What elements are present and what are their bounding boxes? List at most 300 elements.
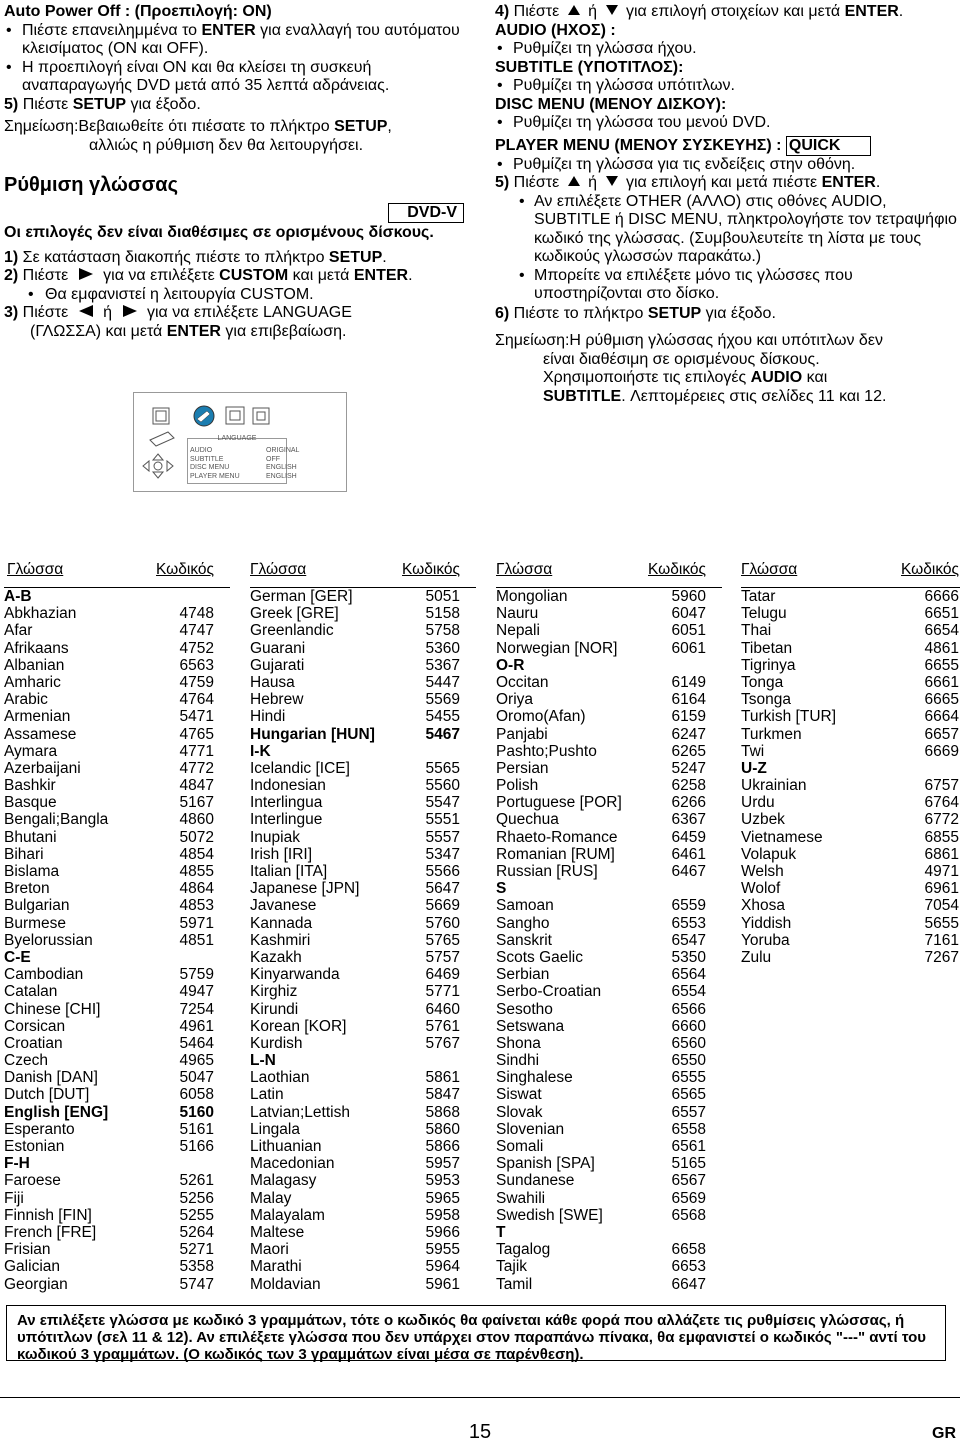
language-name: Singhalese [496,1069,573,1087]
table-row [250,1018,476,1035]
language-code-value: 6764 [924,794,959,812]
language-name: Aymara [4,742,58,760]
language-code-value: 6961 [924,880,959,898]
language-code-value: 4965 [179,1052,214,1070]
table-row [4,1190,230,1207]
language-code-value: 6855 [924,828,959,846]
language-name: C-E [4,948,31,966]
language-name: French [FRE] [4,1223,97,1241]
language-code-value: 6061 [671,639,706,657]
table-row [4,657,230,674]
language-name: O-R [496,656,525,674]
language-name: Georgian [4,1275,68,1293]
language-code-value: 4747 [179,622,214,640]
language-code-value: 6559 [671,897,706,915]
language-code-value: 5971 [179,914,214,932]
language-code-value: 5961 [425,1275,460,1293]
language-name: Arabic [4,691,48,709]
language-name: Kinyarwanda [250,966,340,984]
language-name: Panjabi [496,725,548,743]
table-row [250,760,476,777]
language-name: Somali [496,1138,544,1155]
language-name: Greenlandic [250,622,334,640]
table-row [4,966,230,983]
language-name: Laothian [250,1069,310,1087]
language-code-value: 6247 [671,725,706,743]
language-name: L-N [250,1052,276,1070]
language-code-value: 7054 [924,897,959,915]
language-name: Estonian [4,1138,65,1155]
language-code-value: 6554 [671,983,706,1001]
language-name: Setswana [496,1017,565,1035]
language-code-value: 4771 [179,742,214,760]
language-name: English [ENG] [4,1103,109,1121]
language-name: Abkhazian [4,605,77,623]
table-row [4,846,230,863]
table-section-header [496,880,722,897]
language-code-value: 5360 [425,639,460,657]
table-row [250,966,476,983]
audio-desc: • Ρυθμίζει τη γλώσσα ήχου. [495,40,957,59]
language-name: Xhosa [741,897,785,915]
language-code-value: 6564 [671,966,706,984]
language-code-value: 5964 [425,1258,460,1276]
table-row [250,1172,476,1189]
language-code-value: 6058 [179,1086,214,1104]
language-code-value: 4853 [179,897,214,915]
language-code-value: 6555 [671,1069,706,1087]
language-name: Dutch [DUT] [4,1086,90,1104]
language-code-value: 5264 [179,1223,214,1241]
language-code-value: 5868 [425,1103,460,1121]
language-name: Maori [250,1241,289,1259]
table-row [4,811,230,828]
table-row [741,829,960,846]
language-code-value: 5467 [425,725,460,743]
table-row [250,1121,476,1138]
language-name: Bengali;Bangla [4,811,109,829]
table-row [250,622,476,639]
language-name: Oriya [496,691,534,709]
table-row [250,880,476,897]
language-name: Oromo(Afan) [496,708,586,726]
table-row [741,674,960,691]
language-name: Swedish [SWE] [496,1206,603,1224]
language-name: Serbo-Croatian [496,983,602,1001]
language-code-value: 4851 [179,931,214,949]
language-name: Inupiak [250,828,300,846]
language-name: Indonesian [250,777,326,795]
language-name: Mongolian [496,588,568,605]
table-row [4,1086,230,1103]
table-row [250,983,476,1000]
language-code-value: 5047 [179,1069,214,1087]
table-row [4,1069,230,1086]
table-row [4,1121,230,1138]
language-name: Faroese [4,1172,61,1190]
table-row [496,794,722,811]
language-code-value: 5767 [425,1034,460,1052]
language-name: Marathi [250,1258,302,1276]
language-code-value: 5271 [179,1241,214,1259]
table-row [250,691,476,708]
language-name: Tatar [741,588,776,605]
language-code: GR [932,1425,956,1442]
language-code-value: 4855 [179,863,214,880]
language-code-value: 6469 [425,966,460,984]
language-name: Bashkir [4,777,56,795]
language-name: Moldavian [250,1275,321,1293]
table-row [250,708,476,725]
language-name: Sundanese [496,1172,575,1190]
table-header [4,560,230,588]
table-section-header [4,1155,230,1172]
language-code-value: 6757 [924,777,959,795]
language-code-value: 6568 [671,1206,706,1224]
step-2: 2) Πιέστε για να επιλέξετε CUSTOM και μετά ENTER. [4,267,413,284]
language-name: Kirundi [250,1000,299,1018]
language-name: Latin [250,1086,284,1104]
language-code-value: 5860 [425,1120,460,1138]
step-4: 4) Πιέστε ή για επιλογή στοιχείων και μετά ENTER. [495,3,904,20]
language-code-value: 5847 [425,1086,460,1104]
language-code-value: 6467 [671,863,706,880]
language-code-value: 5261 [179,1172,214,1190]
language-name: Polish [496,777,539,795]
language-name: Fiji [4,1189,24,1207]
note-audio-subtitle-line2: είναι διαθέσιμη σε ορισμένους δίσκους. [543,350,820,368]
language-name: Tsonga [741,691,791,709]
language-name: Kannada [250,914,313,932]
table-row [496,863,722,880]
language-code-value: 6654 [924,622,959,640]
language-name: Persian [496,759,549,777]
up-arrow-icon [568,176,580,186]
language-name: S [496,880,507,898]
language-name: Catalan [4,983,58,1001]
column-header-code: Κωδικός [901,561,959,578]
table-section-header [4,588,230,605]
language-code-value: 6657 [924,725,959,743]
quick-tag: QUICK [786,136,872,156]
table-row [741,811,960,828]
language-menu-illustration [133,392,347,492]
language-code-value: 5256 [179,1189,214,1207]
table-row [741,932,960,949]
language-name: Spanish [SPA] [496,1155,595,1173]
note-setup-line2: αλλιώς η ρύθμιση δεν θα λειτουργήσει. [89,136,364,154]
table-row [4,1224,230,1241]
language-name: Swahili [496,1189,546,1207]
table-row [4,605,230,622]
table-row [4,1104,230,1121]
language-code-value: 6647 [671,1275,706,1293]
language-code-value: 5547 [425,794,460,812]
language-code-value: 6149 [671,673,706,691]
language-code-value: 5247 [671,759,706,777]
table-row [4,1172,230,1189]
table-row [250,811,476,828]
language-name: Serbian [496,966,550,984]
table-header [741,560,960,588]
down-arrow-icon [606,5,618,15]
table-row [250,829,476,846]
table-row [4,983,230,1000]
language-code-value: 6660 [671,1017,706,1035]
table-row [4,1001,230,1018]
table-row [250,1104,476,1121]
table-row [741,897,960,914]
language-code-value: 4847 [179,777,214,795]
language-code-value: 5955 [425,1241,460,1259]
language-code-value: 4861 [924,639,959,657]
language-code-value: 6553 [671,914,706,932]
table-row [250,1241,476,1258]
language-code-value: 5966 [425,1223,460,1241]
table-row [250,1001,476,1018]
language-table-column-3 [496,560,722,1293]
right-column [495,3,957,406]
table-row [741,622,960,639]
language-name: Turkish [TUR] [741,708,837,726]
table-row [4,880,230,897]
language-code-value: 5866 [425,1138,460,1155]
table-row [250,726,476,743]
menu-value: ENGLISH [266,464,297,471]
table-row [496,1172,722,1189]
language-name: Scots Gaelic [496,948,584,966]
right-arrow-icon [79,268,93,280]
menu-value: OFF [266,455,280,463]
language-code-value: 4961 [179,1017,214,1035]
step-5: 5) Πιέστε ή για επιλογή και μετά πιέστε ENTER. [495,174,881,191]
language-name: Latvian;Lettish [250,1103,350,1121]
table-section-header [4,949,230,966]
language-name: Finnish [FIN] [4,1206,92,1224]
language-table-column-2 [250,560,476,1293]
language-code-value: 4772 [179,759,214,777]
table-row [496,1086,722,1103]
table-header [250,560,476,588]
down-arrow-icon [606,176,618,186]
table-row [496,846,722,863]
language-name: Bulgarian [4,897,70,915]
language-code-value: 5367 [425,656,460,674]
language-code-value: 5747 [179,1275,214,1293]
language-name: Turkmen [741,725,802,743]
language-name: Maltese [250,1223,305,1241]
section-heading: Ρύθμιση γλώσσας [4,174,178,196]
language-code-value: 5953 [425,1172,460,1190]
language-name: Hungarian [HUN] [250,725,375,743]
language-name: Javanese [250,897,317,915]
language-name: Urdu [741,794,775,812]
language-name: T [496,1223,506,1241]
menu-label: PLAYER MENU [190,472,240,480]
table-row [4,1207,230,1224]
language-code-value: 6461 [671,845,706,863]
table-row [250,794,476,811]
language-code-value: 5347 [425,845,460,863]
language-code-value: 6664 [924,708,959,726]
language-code-value: 5464 [179,1034,214,1052]
menu-value: ORIGINAL [266,447,300,454]
table-row [4,777,230,794]
table-row [496,949,722,966]
auto-power-title: Auto Power Off : (Προεπιλογή: ON) [4,3,272,20]
table-row [250,1258,476,1275]
table-row [496,932,722,949]
step-5-bullet-1: • Αν επιλέξετε OTHER (ΑΛΛΟ) στις οθόνες AUDIO, SUBTITLE ή DISC MENU, πληκτρολογήστε τον τετραψήφιο κωδικό της γλώσσας. (Συμβουλευτείτε τη λίστα με τους κωδικούς γλωσσών παρακάτω.) [495,193,957,267]
language-name: Macedonian [250,1155,335,1173]
language-code-value: 6569 [671,1189,706,1207]
note-audio-subtitle-line4: SUBTITLE. Λεπτομέρειες στις σελίδες 11 και 12. [543,387,887,405]
table-row [496,1138,722,1155]
table-row [496,1258,722,1275]
table-row [741,588,960,605]
language-code-value: 6772 [924,811,959,829]
step-5-exit: 5) Πιέστε SETUP για έξοδο. [4,95,201,113]
language-table-column-4 [741,560,960,966]
table-row [250,915,476,932]
page-number: 15 [468,1421,492,1443]
table-row [250,949,476,966]
language-code-value: 5569 [425,691,460,709]
table-row [250,1190,476,1207]
language-name: Norwegian [NOR] [496,639,618,657]
language-code-value: 6653 [671,1258,706,1276]
language-code-value: 6557 [671,1103,706,1121]
language-name: Italian [ITA] [250,863,328,880]
language-code-value: 5471 [179,708,214,726]
language-name: Tigrinya [741,656,796,674]
language-name: Wolof [741,880,781,898]
table-row [496,691,722,708]
table-row [496,983,722,1000]
language-name: Lingala [250,1120,300,1138]
right-arrow-icon [123,305,137,317]
column-header-code: Κωδικός [648,561,706,578]
table-row [250,1276,476,1293]
language-code-value: 5557 [425,828,460,846]
language-name: Guarani [250,639,306,657]
table-row [496,726,722,743]
table-row [496,966,722,983]
table-row [4,1035,230,1052]
table-row [496,622,722,639]
note-audio-subtitle: Σημείωση:Η ρύθμιση γλώσσας ήχου και υπότιτλων δεν [495,332,883,349]
table-row [4,863,230,880]
language-code-value: 5447 [425,673,460,691]
table-row [250,674,476,691]
language-name: Malagasy [250,1172,317,1190]
table-row [496,605,722,622]
language-name: Assamese [4,725,77,743]
table-row [496,1001,722,1018]
player-menu-title: PLAYER MENU (ΜΕΝΟΥ ΣΥΣΚΕΥΗΣ) : QUICK [495,136,957,156]
note-setup: Σημείωση:Βεβαιωθείτε ότι πιέσατε το πλήκτρο SETUP, [4,118,392,135]
language-code-value: 4854 [179,845,214,863]
language-code-value: 6047 [671,605,706,623]
language-code-value: 5655 [924,914,959,932]
table-row [250,863,476,880]
language-name: Afrikaans [4,639,69,657]
table-row [741,794,960,811]
note-audio-subtitle-line3: Χρησιμοποιήστε τις επιλογές AUDIO και [543,369,828,386]
language-code-value: 5565 [425,759,460,777]
table-row [741,708,960,725]
language-code-value: 5765 [425,931,460,949]
language-code-value: 4752 [179,639,214,657]
language-code-value: 4947 [179,983,214,1001]
language-name: Kazakh [250,948,302,966]
table-row [741,743,960,760]
language-name: Sangho [496,914,550,932]
language-name: Samoan [496,897,554,915]
table-row [250,932,476,949]
language-name: Tibetan [741,639,793,657]
table-row [250,1224,476,1241]
language-code-value: 5160 [179,1103,214,1121]
language-name: Amharic [4,673,61,691]
language-code-value: 5757 [425,948,460,966]
language-code-value: 5965 [425,1189,460,1207]
language-code-value: 6669 [924,742,959,760]
language-code-value: 6565 [671,1086,706,1104]
table-row [741,846,960,863]
language-code-value: 6547 [671,931,706,949]
language-name: Occitan [496,673,549,691]
subtitle-title: SUBTITLE (ΥΠΟΤΙΤΛΟΣ): [495,58,684,76]
language-name: Greek [GRE] [250,605,339,623]
table-row [496,897,722,914]
language-code-value: 6558 [671,1120,706,1138]
column-header-language: Γλώσσα [250,561,307,578]
availability-note: Οι επιλογές δεν είναι διαθέσιμες σε ορισμένους δίσκους. [4,224,434,241]
language-code-value: 7267 [924,948,959,966]
table-row [4,1276,230,1293]
language-code-value: 6459 [671,828,706,846]
language-code-value: 6265 [671,742,706,760]
language-name: Irish [IRI] [250,845,313,863]
auto-power-bullet-1: • Πιέστε επανειλημμένα το ENTER για εναλλαγή του αυτόματου κλεισίματος (ON και OFF). [4,22,474,59]
language-name: Afar [4,622,33,640]
table-row [496,1276,722,1293]
language-code-value: 6661 [924,673,959,691]
language-code-value: 5957 [425,1155,460,1173]
table-row [250,657,476,674]
language-code-value: 5760 [425,914,460,932]
language-name: Yoruba [741,931,790,949]
table-row [4,1052,230,1069]
language-name: Kurdish [250,1034,303,1052]
language-name: Tagalog [496,1241,551,1259]
table-row [496,777,722,794]
disc-menu-desc: • Ρυθμίζει τη γλώσσα του μενού DVD. [495,114,957,133]
table-row [250,1207,476,1224]
subtitle-desc: • Ρυθμίζει τη γλώσσα υπότιτλων. [495,77,957,96]
table-section-header [741,760,960,777]
language-name: Nepali [496,622,540,640]
table-section-header [250,743,476,760]
language-name: Breton [4,880,50,898]
language-code-value: 5761 [425,1017,460,1035]
column-header-code: Κωδικός [402,561,460,578]
language-code-value: 4864 [179,880,214,898]
table-row [741,657,960,674]
language-name: Croatian [4,1034,63,1052]
table-row [250,1035,476,1052]
